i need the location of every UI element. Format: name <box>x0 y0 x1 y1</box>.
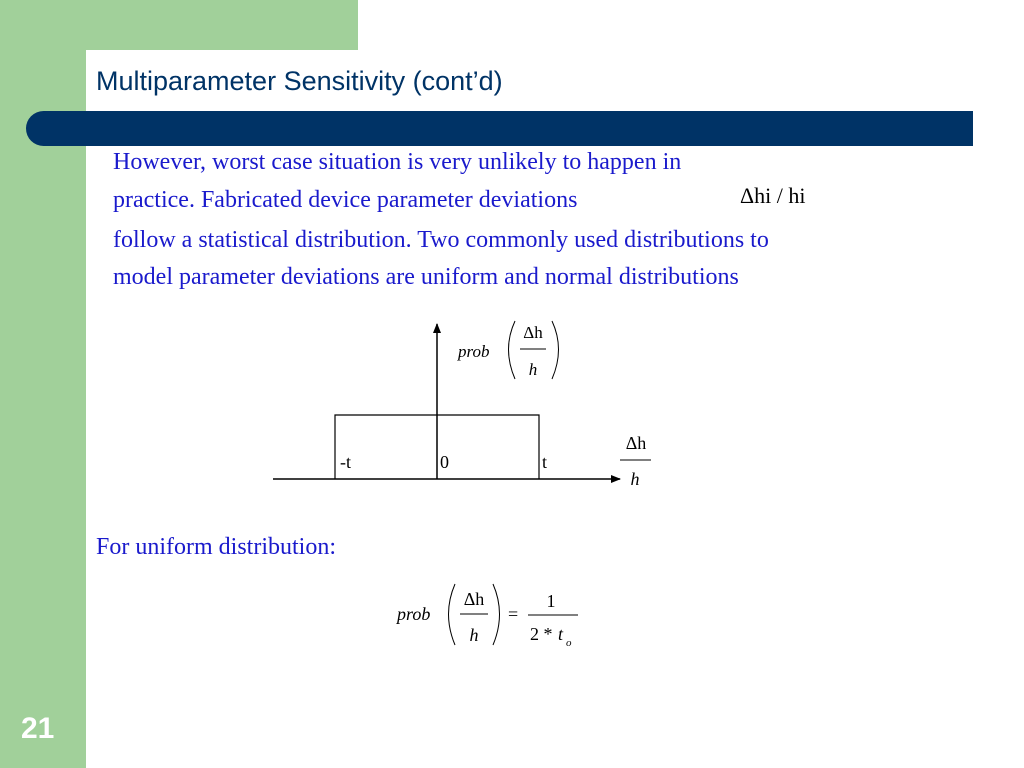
formula-func: prob <box>397 604 431 624</box>
deviation-ratio: Δhi / hi <box>740 183 806 208</box>
slide-number: 21 <box>21 712 55 745</box>
formula-frac-den: h <box>469 625 479 645</box>
x-label-den: h <box>630 469 640 489</box>
formula-rhs-den-sub: o <box>566 637 572 649</box>
tick-label-zero: 0 <box>440 452 449 472</box>
formula-left-paren <box>449 584 456 645</box>
formula-frac-num: Δh <box>463 589 485 609</box>
formula-right-paren <box>493 584 500 645</box>
paragraph-line-1: However, worst case situation is very unlikely to happen in <box>113 149 682 175</box>
formula-rhs-den-a: 2 * <box>530 624 553 644</box>
formula-rhs-den-t: t <box>558 624 564 644</box>
tick-label-neg-t: -t <box>340 452 351 472</box>
uniform-distribution-heading: For uniform distribution: <box>96 534 336 560</box>
y-label-func: prob <box>458 342 490 361</box>
formula-equals: = <box>508 604 519 624</box>
paragraph-line-3: follow a statistical distribution. Two commonly used distributions to <box>113 227 769 253</box>
formula-rhs-num: 1 <box>546 591 556 611</box>
y-label-frac-num: Δh <box>523 323 543 342</box>
tick-label-t: t <box>542 452 548 472</box>
y-label-frac-den: h <box>528 360 538 379</box>
paragraph-line-2: practice. Fabricated device parameter deviations <box>113 187 578 213</box>
paragraph-line-4: model parameter deviations are uniform and normal distributions <box>113 264 739 290</box>
y-label-right-paren <box>552 321 559 379</box>
x-label-num: Δh <box>625 433 647 453</box>
y-label-left-paren <box>509 321 516 379</box>
slide-title: Multiparameter Sensitivity (cont’d) <box>96 66 503 96</box>
